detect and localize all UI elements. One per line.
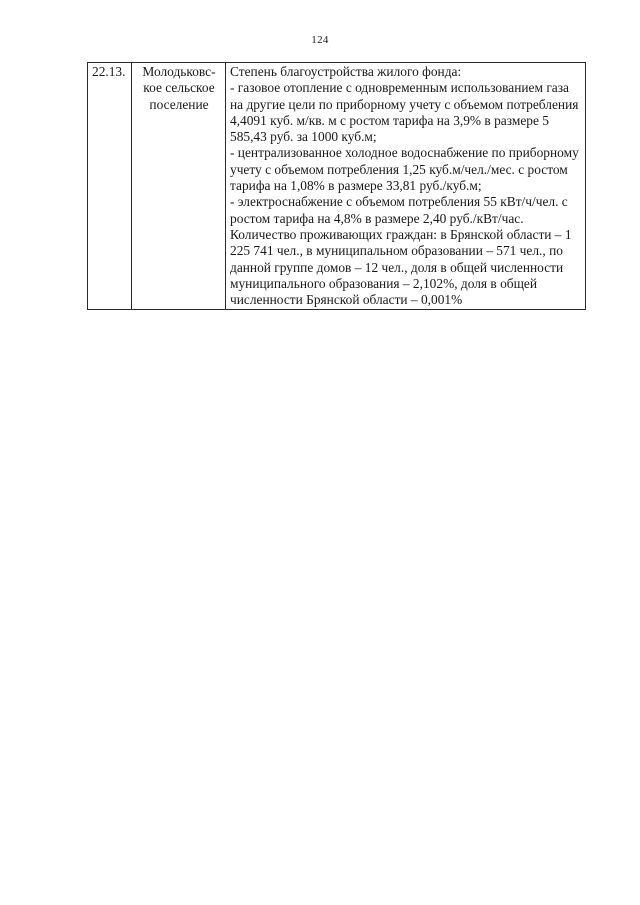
- residents-count: Количество проживающих граждан: в Брянской области – 1 225 741 чел., в муниципальном образовании – 571 чел., по данной группе домов – 12 чел., доля в общей численности муниципального образования – 2,102%, доля в общей численности Брянской области – 0,001%: [230, 226, 572, 308]
- settlement-name-line-2: кое сельское: [143, 80, 215, 96]
- settlement-cell: [132, 63, 226, 310]
- data-table: [87, 62, 586, 310]
- settlement-name-line-3: поселение: [149, 96, 209, 112]
- row-number: 22.13.: [92, 64, 126, 79]
- description-cell: [226, 63, 586, 310]
- settlement-name-line-1: Молодьковс-: [142, 64, 216, 79]
- amenities-heading: Степень благоустройства жилого фонда:: [230, 64, 462, 79]
- page-number: 124: [311, 34, 329, 46]
- gas-heating-item: - газовое отопление с одновременным использованием газа на другие цели по приборному учету с объемом потребления 4,4091 куб. м/кв. м с ростом тарифа на 3,9% в размере 5 585,43 руб. за 1000 куб.м;: [230, 80, 579, 145]
- water-supply-item: - централизованное холодное водоснабжение по приборному учету с объемом потребления 1,25 куб.м/чел./мес. с ростом тарифа на 1,08% в размере 33,81 руб./куб.м;: [230, 145, 579, 194]
- electricity-item: - электроснабжение с объемом потребления 55 кВт/ч/чел. с ростом тарифа на 4,8% в размере 2,40 руб./кВт/час.: [230, 194, 568, 226]
- table-row: [88, 63, 586, 310]
- row-number-cell: [88, 63, 132, 310]
